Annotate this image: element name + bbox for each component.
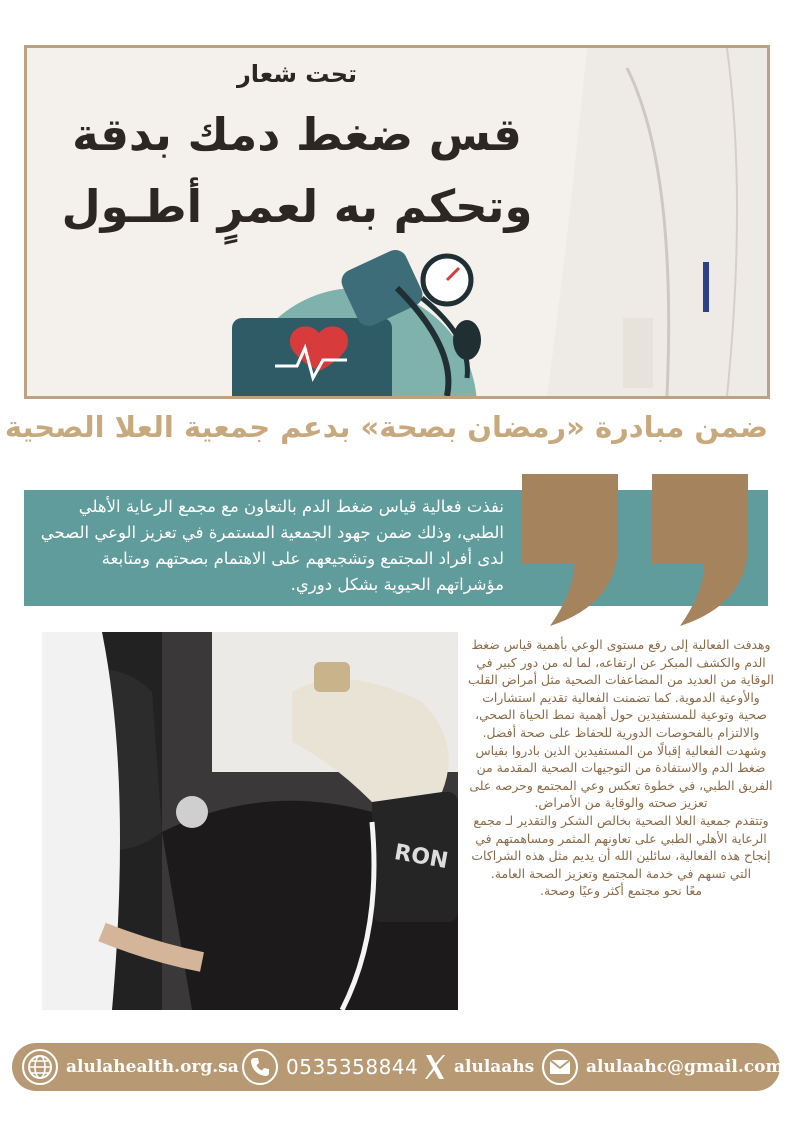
body-text <box>468 636 774 900</box>
event-photo <box>42 632 458 1010</box>
phone-text: 0535358844 <box>286 1055 419 1079</box>
body-paragraph-2: وشهدت الفعالية إقبالًا من المستفيدين الذين بادروا بقياس ضغط الدم والاستفادة من التوجيهات الصحية المقدمة من الفريق الطبي، في خطوة تعكس وعي المجتمع وحرصه على تعزيز صحته والوقاية من الأمراض. <box>469 742 773 811</box>
intro-text: نفذت فعالية قياس ضغط الدم بالتعاون مع مجمع الرعاية الأهلي الطبي، وذلك ضمن جهود الجمعية المستمرة في تعزيز الوعي الصحي لدى أفراد المجتمع وتشجيعهم على الاهتمام بصحتهم ومتابعة مؤشراتهم الحيوية بشكل دوري. <box>40 497 504 594</box>
body-paragraph-3: وتتقدم جمعية العلا الصحية بخالص الشكر والتقدير لـ مجمع الرعاية الأهلي الطبي على تعاونهم المثمر ومساهمتهم في إنجاح هذه الفعالية، سائلين الله أن يديم مثل هذه الشراكات التي تسهم في خدمة المجتمع وتعزيز الصحة العامة. <box>471 812 771 881</box>
phone-icon <box>242 1049 278 1085</box>
banner-slogan-line-1: قس ضغط دمك بدقة <box>72 108 522 161</box>
headline: ضمن مبادرة «رمضان بصحة» بدعم جمعية العلا الصحية <box>4 410 768 444</box>
top-photo <box>24 45 770 399</box>
banner-slogan-line-2: وتحكم به لعمرٍ أطـول <box>61 180 533 233</box>
footer-phone[interactable] <box>242 1046 418 1088</box>
globe-icon <box>22 1049 58 1085</box>
website-text: alulahealth.org.sa <box>66 1057 239 1077</box>
footer-website[interactable] <box>22 1046 239 1088</box>
event-photo-image <box>42 632 458 1010</box>
quote-marks-icon <box>518 474 754 626</box>
x-logo-icon <box>424 1054 446 1080</box>
cuff-brand-text: RON <box>392 840 450 875</box>
banner-slogan-intro: تحت شعار <box>236 60 358 88</box>
body-paragraph-4: معًا نحو مجتمع أكثر وعيًا وصحة. <box>540 883 702 899</box>
footer-email[interactable] <box>542 1046 783 1088</box>
social-handle-text: alulaahs <box>454 1057 535 1077</box>
envelope-icon <box>542 1049 578 1085</box>
body-paragraph-1: وهدفت الفعالية إلى رفع مستوى الوعي بأهمية قياس ضغط الدم والكشف المبكر عن ارتفاعه، لما له من دور كبير في الوقاية من العديد من المضاعفات الصحية مثل أمراض القلب والأوعية الدموية. كما تضمنت الفعالية تقديم استشارات صحية وتوعية للمستفيدين حول أهمية نمط الحياة الصحي، والالتزام بالفحوصات الدورية للحفاظ على صحة أفضل. <box>468 637 774 740</box>
email-text: alulaahc@gmail.com <box>586 1057 784 1077</box>
footer-social[interactable] <box>424 1046 534 1088</box>
